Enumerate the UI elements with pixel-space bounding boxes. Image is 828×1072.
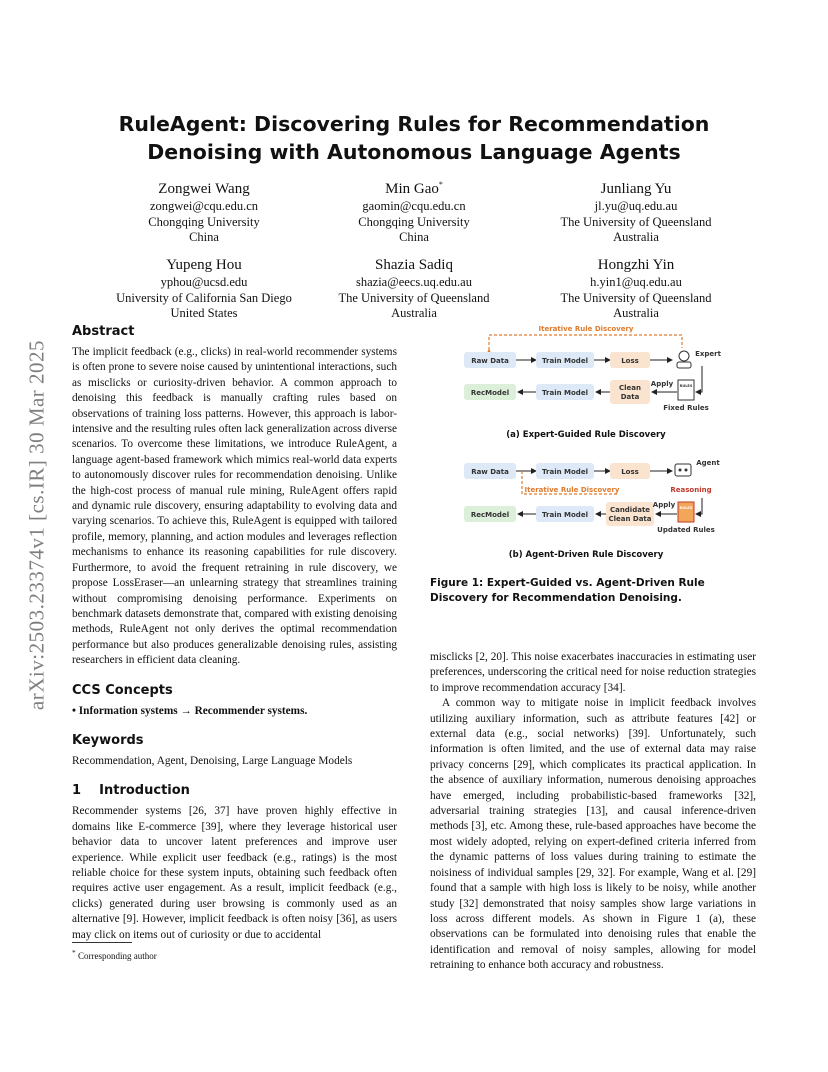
expert-label: Expert [695, 350, 721, 358]
left-column [72, 324, 397, 943]
intro-continued-paragraph: misclicks [2, 20]. This noise exacerbates inaccuracies in estimating user preferences, underscoring the critical need for noise reduction strategies to improve recommendation accuracy [34]. [430, 651, 756, 694]
train-model-label-a: Train Model [542, 357, 588, 365]
loop-label-b: Iterative Rule Discovery [524, 486, 620, 494]
author-block [294, 251, 534, 322]
updated-rules-document-icon [678, 502, 694, 522]
intro-paragraph-2: A common way to mitigate noise in implicit feedback involves utilizing auxiliary information, such as attribute features [42] or external data (e.g., social networks) [39]. Unfortunately, such information is often limited, and the use of external data may raise privacy concerns [29], which complicates its practical application. In the absence of auxiliary information, numerous denoising approaches have emerged, including probabilistic-based frameworks [32], adversarial training strategies [13], and causal inference-driven methods [3], etc. Among these, rule-based approaches have become the most widely adopted, relying on expert-defined criteria inferred from the dynamic patterns of loss values during training to estimate the noisiness of individual samples [29, 32]. For example, Wang et al. [29] found that a sample with high loss is likely to be noisy, while another study [32] demonstrated that noisy samples show large variations in loss across different models. As shown in Figure 1 (a), these observations can be formulated into denoising rules that enable the identification and removal of noisy samples, allowing for model retraining to enhance both accuracy and robustness. [430, 697, 756, 972]
clean-data-label-b: Clean Data [608, 515, 652, 523]
reasoning-label: Reasoning [670, 486, 712, 494]
author-email: gaomin@cqu.edu.cn [362, 199, 466, 213]
loop-label-a: Iterative Rule Discovery [538, 325, 634, 333]
author-block [516, 175, 756, 246]
train-model-label-b2: Train Model [542, 511, 588, 519]
arrow [696, 366, 702, 392]
keywords-text: Recommendation, Agent, Denoising, Large Language Models [72, 754, 353, 767]
agent-robot-icon [675, 464, 691, 476]
loss-label-a: Loss [621, 357, 639, 365]
author-name: Junliang Yu [600, 181, 672, 197]
author-block [516, 251, 756, 322]
agent-label: Agent [696, 459, 720, 467]
author-country: China [399, 230, 429, 244]
author-block [294, 175, 534, 246]
author-affiliation: Chongqing University [148, 214, 260, 229]
ccs-heading: CCS Concepts [72, 682, 173, 698]
subcaption-b: (b) Agent-Driven Rule Discovery [508, 550, 664, 560]
apply-label-a: Apply [650, 380, 674, 388]
author-country: United States [170, 306, 238, 320]
arrow [696, 498, 702, 514]
author-block [84, 251, 324, 322]
rules-document-icon [678, 380, 694, 400]
author-country: Australia [613, 306, 659, 320]
loss-label-b: Loss [621, 468, 639, 476]
author-email: h.yin1@uq.edu.au [590, 275, 682, 289]
updated-rules-label: Updated Rules [657, 526, 715, 534]
paper-title: RuleAgent: Discovering Rules for Recommendation Denoising with Autonomous Language Agents [118, 112, 710, 164]
author-email: zongwei@cqu.edu.cn [149, 199, 258, 213]
author-affiliation: The University of Queensland [560, 214, 712, 229]
figure-1-diagram [452, 320, 752, 565]
author-country: China [189, 230, 219, 244]
author-name: Hongzhi Yin [597, 257, 675, 273]
ccs-concepts: • Information systems → Recommender systems. [72, 704, 308, 717]
right-column [430, 650, 756, 974]
footnote-rule [72, 942, 132, 943]
abstract-text: The implicit feedback (e.g., clicks) in real-world recommender systems is often prone to severe noise caused by unintentional interactions, such as misclicks or curiosity-driven behavior. A common approach to denoising this feedback is manually crafting rules based on observations of training loss patterns. However, this approach is labor-intensive and the resulting rules often lack generalization across diverse scenarios. To overcome these limitations, we introduce RuleAgent, a language agent-based framework which mimics real-world data experts to autonomously discover rules for recommendation denoising. Unlike the high-cost process of manual rule mining, RuleAgent offers rapid and dynamic rule discovery, ensuring adaptability to evolving data and varying scenarios. To achieve this, RuleAgent is equipped with tailored profile, memory, planning, and action modules and leverages reflection mechanisms to enhance its reasoning capabilities for rule discovery. Furthermore, to avoid the frequent retraining in rule discovery, we propose LossEraser—an unlearning strategy that streamlines training without compromising denoising performance. Experiments on benchmark datasets demonstrate that, compared with existing denoising methods, RuleAgent not only derives the optimal recommendation performance but also produces generalizable denoising rules, assisting researchers in efficient data cleaning. [72, 346, 398, 667]
loop-arrow-a [489, 335, 682, 350]
arxiv-stamp-text: arXiv:2503.23374v1 [cs.IR] 30 Mar 2025 [24, 339, 49, 711]
author-country: Australia [613, 230, 659, 244]
author-affiliation: The University of Queensland [560, 290, 712, 305]
raw-data-label-b: Raw Data [471, 468, 509, 476]
data-label-a: Data [620, 393, 640, 401]
intro-paragraph: Recommender systems [26, 37] have proven highly effective in domains like E-commerce [39], where they leverage historical user behavior data to uncover latent preferences and improve user experience. While explicit user feedback (e.g., ratings) is the most reliable choice for these system inputs, obtaining such feedback often requires active user engagement. As a result, implicit feedback (e.g., clicks) generated during user browsing is commonly used as an alternative [9]. However, implicit feedback is often noisy [36], as users may click on items out of curiosity or due to accidental [72, 805, 397, 941]
arxiv-stamp [22, 290, 52, 760]
author-block [84, 175, 324, 246]
author-email: yphou@ucsd.edu [160, 275, 248, 289]
author-name: Shazia Sadiq [375, 257, 453, 273]
author-affiliation: University of California San Diego [116, 290, 292, 305]
abstract-heading: Abstract [72, 324, 135, 339]
figure-1-caption [430, 576, 756, 606]
fixed-rules-label: Fixed Rules [663, 404, 709, 412]
keywords-heading: Keywords [72, 732, 144, 748]
subcaption-a: (a) Expert-Guided Rule Discovery [506, 430, 666, 440]
author-name: Min Gao* [385, 180, 443, 197]
candidate-label: Candidate [609, 506, 651, 514]
figure-1-title: Figure 1: Expert-Guided vs. Agent-Driven Rule Discovery for Recommendation Denoising. [430, 577, 705, 604]
author-email: shazia@eecs.uq.edu.au [356, 275, 472, 289]
author-country: Australia [391, 306, 437, 320]
raw-data-label-a: Raw Data [471, 357, 509, 365]
apply-label-b: Apply [652, 501, 676, 509]
author-email: jl.yu@uq.edu.au [594, 199, 678, 213]
author-affiliation: Chongqing University [358, 214, 470, 229]
clean-label-a: Clean [619, 384, 641, 392]
recmodel-label-a: RecModel [470, 389, 510, 397]
rules-icon-label-b: RULES [679, 506, 693, 510]
expert-icon [677, 351, 691, 368]
author-name: Zongwei Wang [158, 181, 250, 197]
author-name: Yupeng Hou [166, 257, 242, 273]
train-model-label-b: Train Model [542, 468, 588, 476]
train-model-label-a2: Train Model [542, 389, 588, 397]
intro-heading: 1 Introduction [72, 783, 190, 799]
rules-icon-label-a: RULES [679, 384, 693, 388]
footnote: * Corresponding author [72, 948, 157, 961]
recmodel-label-b: RecModel [470, 511, 510, 519]
author-affiliation: The University of Queensland [338, 290, 490, 305]
